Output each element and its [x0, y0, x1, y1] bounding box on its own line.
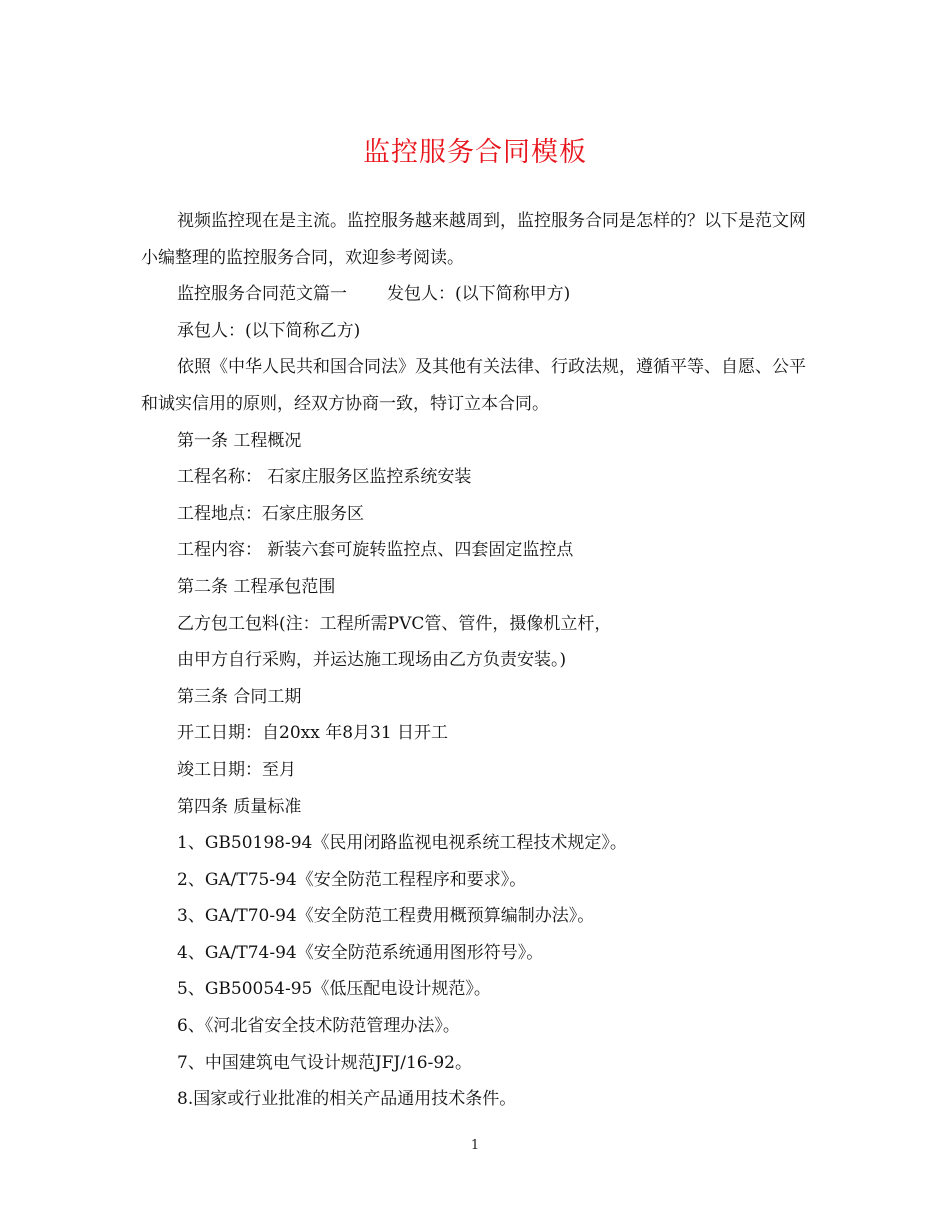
document-body [141, 203, 813, 1118]
article-4-heading: 第四条 质量标准 [177, 796, 302, 817]
standard-item: 6、《河北省安全技术防范管理办法》。 [177, 1016, 460, 1037]
standard-item: 4、GA/T74-94《安全防范系统通用图形符号》。 [177, 942, 544, 963]
standard-item: 2、GA/T75-94《安全防范工程程序和要求》。 [177, 869, 527, 890]
scope-line-1: 乙方包工包料(注：工程所需PVC管、管件，摄像机立杆， [177, 613, 612, 634]
document-title: 监控服务合同模板 [363, 137, 587, 168]
party-a: 发包人：(以下简称甲方) [387, 284, 571, 305]
project-name: 工程名称： 石家庄服务区监控系统安装 [177, 467, 472, 488]
standard-item: 8.国家或行业批准的相关产品通用技术条件。 [177, 1089, 517, 1110]
intro-paragraph: 视频监控现在是主流。监控服务越来越周到，监控服务合同是怎样的？以下是范文网小编整理的监控服务合同，欢迎参考阅读。 [141, 211, 806, 268]
end-date: 竣工日期：至月 [177, 759, 296, 780]
sample-heading-line [141, 276, 813, 313]
scope-line-2: 由甲方自行采购，并运达施工现场由乙方负责安装。) [177, 650, 567, 671]
sample-heading: 监控服务合同范文篇一 [177, 284, 347, 305]
standard-item: 7、中国建筑电气设计规范JFJ/16-92。 [177, 1052, 472, 1073]
project-location: 工程地点：石家庄服务区 [177, 503, 364, 524]
article-1-heading: 第一条 工程概况 [177, 430, 302, 451]
start-date: 开工日期：自20xx 年8月31 日开工 [177, 723, 449, 744]
party-b: 承包人：(以下简称乙方) [177, 320, 361, 341]
legal-basis-paragraph: 依照《中华人民共和国合同法》及其他有关法律、行政法规，遵循平等、自愿、公平和诚实信用的原则，经双方协商一致，特订立本合同。 [141, 357, 806, 414]
page-number: 1 [470, 1138, 480, 1153]
article-2-heading: 第二条 工程承包范围 [177, 576, 336, 597]
article-3-heading: 第三条 合同工期 [177, 686, 302, 707]
standard-item: 3、GA/T70-94《安全防范工程费用概预算编制办法》。 [177, 906, 595, 927]
standard-item: 1、GB50198-94《民用闭路监视电视系统工程技术规定》。 [177, 833, 627, 854]
project-content: 工程内容： 新装六套可旋转监控点、四套固定监控点 [177, 540, 574, 561]
standard-item: 5、GB50054-95《低压配电设计规范》。 [177, 979, 491, 1000]
